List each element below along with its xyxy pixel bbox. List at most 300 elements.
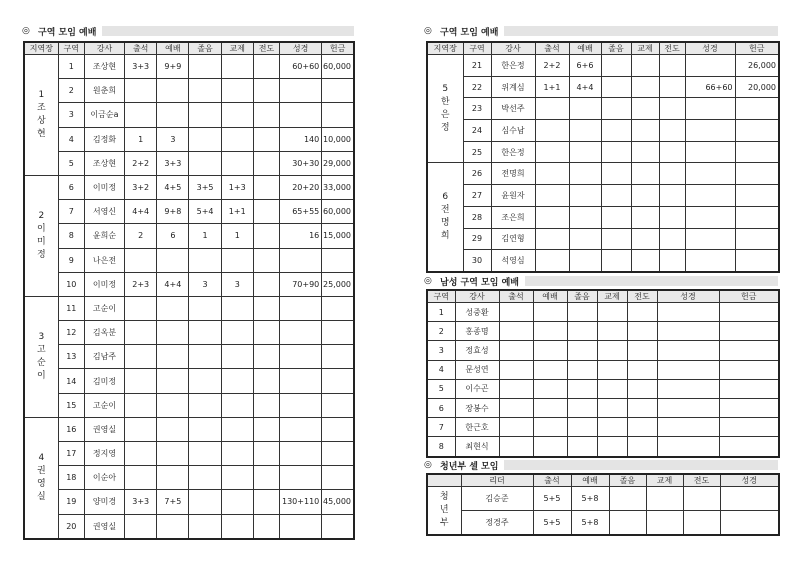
district-number-cell: 15 bbox=[58, 393, 84, 417]
value-cell: 5+8 bbox=[571, 511, 609, 536]
value-cell bbox=[322, 321, 354, 345]
value-cell bbox=[280, 514, 322, 539]
value-cell bbox=[125, 466, 157, 490]
circle-bullet-icon: ◎ bbox=[424, 276, 432, 286]
value-cell bbox=[322, 296, 354, 320]
value-cell bbox=[601, 55, 631, 77]
value-cell: 3 bbox=[189, 272, 221, 296]
leader-name-cell: 정지영 bbox=[84, 442, 124, 466]
value-cell bbox=[322, 369, 354, 393]
district-leader-char: 현 bbox=[37, 128, 46, 139]
value-cell: 10,000 bbox=[322, 127, 354, 151]
value-cell bbox=[189, 248, 221, 272]
leader-name-cell: 김승준 bbox=[461, 487, 533, 511]
value-cell bbox=[253, 248, 279, 272]
value-cell: 3+3 bbox=[125, 490, 157, 514]
column-header: 예배 bbox=[569, 42, 601, 55]
value-cell bbox=[609, 511, 646, 536]
district-leader-cell bbox=[24, 296, 58, 417]
column-header: 구역 bbox=[427, 290, 455, 303]
value-cell bbox=[659, 228, 685, 250]
value-cell bbox=[322, 417, 354, 441]
leader-name-cell: 이미정 bbox=[84, 175, 124, 199]
district-leader-char: 이 bbox=[37, 370, 46, 381]
value-cell bbox=[125, 514, 157, 539]
value-cell: 1 bbox=[189, 224, 221, 248]
column-header: 구역 bbox=[58, 42, 84, 55]
leader-name-cell: 김정화 bbox=[84, 127, 124, 151]
value-cell bbox=[280, 466, 322, 490]
value-cell bbox=[601, 185, 631, 207]
value-cell bbox=[499, 437, 533, 457]
table-row bbox=[24, 417, 354, 441]
value-cell bbox=[157, 442, 189, 466]
district-leader-cell bbox=[427, 163, 463, 272]
value-cell bbox=[719, 437, 779, 457]
value-cell bbox=[157, 417, 189, 441]
district-leader-char: 희 bbox=[440, 231, 450, 242]
value-cell: 45,000 bbox=[322, 490, 354, 514]
value-cell bbox=[631, 206, 659, 228]
value-cell: 4+4 bbox=[157, 272, 189, 296]
column-header: 지역장 bbox=[24, 42, 58, 55]
leader-name-cell: 정경주 bbox=[461, 511, 533, 536]
value-cell: 9+8 bbox=[157, 200, 189, 224]
left-district-table bbox=[23, 41, 355, 540]
value-cell bbox=[322, 442, 354, 466]
value-cell bbox=[189, 321, 221, 345]
value-cell bbox=[157, 248, 189, 272]
value-cell bbox=[499, 303, 533, 322]
district-leader-char: 정 bbox=[37, 249, 46, 260]
value-cell bbox=[659, 55, 685, 77]
table-row bbox=[427, 141, 779, 163]
district-number-cell: 12 bbox=[58, 321, 84, 345]
value-cell bbox=[189, 442, 221, 466]
leader-name-cell: 나은전 bbox=[84, 248, 124, 272]
table-row bbox=[427, 98, 779, 120]
value-cell: 60,000 bbox=[322, 200, 354, 224]
value-cell bbox=[157, 103, 189, 127]
leader-name-cell: 조상현 bbox=[84, 55, 124, 79]
value-cell bbox=[567, 341, 597, 360]
column-header: 헌금 bbox=[719, 290, 779, 303]
table-row bbox=[427, 511, 779, 536]
district-number-cell: 16 bbox=[58, 417, 84, 441]
district-number-cell: 3 bbox=[58, 103, 84, 127]
column-header: 교제 bbox=[646, 474, 683, 487]
value-cell: 6 bbox=[157, 224, 189, 248]
youth-group-char: 년 bbox=[439, 505, 449, 515]
value-cell bbox=[659, 163, 685, 185]
column-header: 출석 bbox=[125, 42, 157, 55]
value-cell bbox=[657, 360, 719, 379]
district-leader-char: 4 bbox=[38, 452, 45, 463]
district-leader-char: 3 bbox=[38, 331, 45, 342]
table-row bbox=[427, 322, 779, 341]
district-number-cell: 11 bbox=[58, 296, 84, 320]
district-number-cell: 14 bbox=[58, 369, 84, 393]
district-leader-char: 이 bbox=[37, 223, 46, 234]
district-number-cell: 6 bbox=[427, 398, 455, 417]
value-cell bbox=[535, 163, 569, 185]
table-row bbox=[24, 127, 354, 151]
value-cell bbox=[659, 141, 685, 163]
value-cell bbox=[280, 345, 322, 369]
value-cell bbox=[735, 141, 779, 163]
value-cell bbox=[567, 303, 597, 322]
value-cell bbox=[601, 98, 631, 120]
value-cell bbox=[535, 206, 569, 228]
column-header: 예배 bbox=[533, 290, 567, 303]
value-cell bbox=[189, 514, 221, 539]
value-cell bbox=[735, 98, 779, 120]
value-cell bbox=[685, 163, 735, 185]
value-cell bbox=[719, 418, 779, 437]
table-row bbox=[24, 514, 354, 539]
value-cell bbox=[627, 398, 657, 417]
value-cell: 26,000 bbox=[735, 55, 779, 77]
youth-cell-table bbox=[426, 473, 780, 536]
value-cell bbox=[685, 228, 735, 250]
table-row bbox=[427, 379, 779, 398]
value-cell bbox=[631, 76, 659, 98]
value-cell bbox=[567, 360, 597, 379]
value-cell bbox=[533, 437, 567, 457]
value-cell bbox=[125, 248, 157, 272]
value-cell bbox=[189, 417, 221, 441]
district-number-cell: 5 bbox=[58, 151, 84, 175]
district-leader-char: 5 bbox=[442, 83, 449, 94]
right-section-heading bbox=[424, 25, 778, 37]
value-cell bbox=[221, 296, 253, 320]
column-header: 출석 bbox=[533, 474, 571, 487]
value-cell bbox=[597, 437, 627, 457]
table-row bbox=[427, 418, 779, 437]
column-header: 강사 bbox=[455, 290, 499, 303]
value-cell bbox=[533, 341, 567, 360]
value-cell bbox=[569, 141, 601, 163]
value-cell bbox=[253, 224, 279, 248]
district-number-cell: 3 bbox=[427, 341, 455, 360]
left-section-title: 구역 모임 예배 bbox=[38, 27, 97, 38]
value-cell bbox=[322, 103, 354, 127]
value-cell bbox=[685, 55, 735, 77]
table-row bbox=[24, 321, 354, 345]
leader-name-cell: 한근호 bbox=[455, 418, 499, 437]
value-cell: 30+30 bbox=[280, 151, 322, 175]
district-number-cell: 28 bbox=[463, 206, 491, 228]
value-cell: 7+5 bbox=[157, 490, 189, 514]
column-header: 졸음 bbox=[601, 42, 631, 55]
value-cell bbox=[253, 345, 279, 369]
leader-name-cell: 김미정 bbox=[84, 369, 124, 393]
value-cell bbox=[157, 466, 189, 490]
district-number-cell: 1 bbox=[58, 55, 84, 79]
value-cell: 1+1 bbox=[221, 200, 253, 224]
value-cell: 4+4 bbox=[125, 200, 157, 224]
left-section-heading bbox=[22, 25, 354, 37]
table-row bbox=[24, 466, 354, 490]
table-row bbox=[427, 55, 779, 77]
value-cell: 25,000 bbox=[322, 272, 354, 296]
leader-name-cell: 이순아 bbox=[84, 466, 124, 490]
leader-name-cell: 권영실 bbox=[84, 514, 124, 539]
value-cell bbox=[627, 322, 657, 341]
district-leader-char: 1 bbox=[38, 89, 45, 100]
district-number-cell: 17 bbox=[58, 442, 84, 466]
value-cell: 60+60 bbox=[280, 55, 322, 79]
youth-section-title: 청년부 셀 모임 bbox=[440, 461, 499, 472]
value-cell bbox=[253, 200, 279, 224]
district-number-cell: 8 bbox=[58, 224, 84, 248]
value-cell bbox=[646, 487, 683, 511]
value-cell bbox=[567, 437, 597, 457]
column-header: 구역 bbox=[463, 42, 491, 55]
value-cell bbox=[221, 79, 253, 103]
leader-name-cell: 윤희순 bbox=[84, 224, 124, 248]
district-leader-char: 권 bbox=[37, 465, 46, 476]
value-cell bbox=[221, 466, 253, 490]
value-cell bbox=[253, 442, 279, 466]
value-cell bbox=[659, 120, 685, 142]
value-cell bbox=[535, 228, 569, 250]
value-cell bbox=[157, 393, 189, 417]
district-number-cell: 6 bbox=[58, 175, 84, 199]
district-leader-char: 조 bbox=[37, 102, 46, 113]
value-cell bbox=[189, 466, 221, 490]
value-cell: 140 bbox=[280, 127, 322, 151]
value-cell bbox=[719, 341, 779, 360]
value-cell bbox=[189, 55, 221, 79]
column-header: 전도 bbox=[253, 42, 279, 55]
value-cell bbox=[221, 514, 253, 539]
value-cell bbox=[253, 79, 279, 103]
value-cell bbox=[597, 360, 627, 379]
value-cell bbox=[280, 442, 322, 466]
table-row bbox=[24, 79, 354, 103]
value-cell bbox=[499, 379, 533, 398]
value-cell: 2+2 bbox=[125, 151, 157, 175]
value-cell bbox=[685, 185, 735, 207]
column-header: 졸음 bbox=[189, 42, 221, 55]
value-cell bbox=[659, 185, 685, 207]
value-cell bbox=[533, 379, 567, 398]
value-cell: 2 bbox=[125, 224, 157, 248]
value-cell bbox=[735, 120, 779, 142]
district-leader-char: 전 bbox=[440, 205, 450, 216]
value-cell bbox=[125, 369, 157, 393]
value-cell bbox=[627, 437, 657, 457]
column-header: 교제 bbox=[597, 290, 627, 303]
district-leader-char: 2 bbox=[38, 210, 45, 221]
leader-name-cell: 성중환 bbox=[455, 303, 499, 322]
value-cell bbox=[189, 345, 221, 369]
column-header: 출석 bbox=[499, 290, 533, 303]
table-row bbox=[427, 228, 779, 250]
value-cell bbox=[597, 322, 627, 341]
value-cell: 3+3 bbox=[125, 55, 157, 79]
leader-name-cell: 이금순a bbox=[84, 103, 124, 127]
column-header: 강사 bbox=[84, 42, 124, 55]
table-row bbox=[427, 250, 779, 272]
column-header: 성경 bbox=[280, 42, 322, 55]
table-row bbox=[427, 398, 779, 417]
value-cell bbox=[627, 303, 657, 322]
column-header: 예배 bbox=[157, 42, 189, 55]
value-cell: 1+1 bbox=[535, 76, 569, 98]
header-row bbox=[24, 42, 354, 55]
value-cell bbox=[125, 442, 157, 466]
value-cell bbox=[685, 120, 735, 142]
district-number-cell: 29 bbox=[463, 228, 491, 250]
value-cell: 3+3 bbox=[157, 151, 189, 175]
header-row bbox=[427, 42, 779, 55]
column-header: 출석 bbox=[535, 42, 569, 55]
value-cell bbox=[685, 250, 735, 272]
men-section-title: 남성 구역 모임 예배 bbox=[440, 277, 519, 288]
value-cell: 1 bbox=[221, 224, 253, 248]
leader-name-cell: 고순이 bbox=[84, 393, 124, 417]
district-number-cell: 2 bbox=[58, 79, 84, 103]
column-header: 예배 bbox=[571, 474, 609, 487]
value-cell bbox=[627, 418, 657, 437]
column-header: 전도 bbox=[627, 290, 657, 303]
value-cell bbox=[189, 369, 221, 393]
value-cell bbox=[627, 360, 657, 379]
value-cell bbox=[189, 127, 221, 151]
value-cell bbox=[535, 120, 569, 142]
table-row bbox=[24, 272, 354, 296]
table-row bbox=[24, 103, 354, 127]
table-row bbox=[427, 341, 779, 360]
value-cell bbox=[631, 185, 659, 207]
value-cell: 1+3 bbox=[221, 175, 253, 199]
value-cell bbox=[657, 341, 719, 360]
value-cell bbox=[601, 250, 631, 272]
value-cell bbox=[322, 79, 354, 103]
youth-group-char: 부 bbox=[439, 518, 449, 528]
table-row bbox=[24, 296, 354, 320]
value-cell bbox=[499, 341, 533, 360]
value-cell bbox=[719, 379, 779, 398]
column-header: 교제 bbox=[631, 42, 659, 55]
value-cell bbox=[280, 296, 322, 320]
district-number-cell: 4 bbox=[427, 360, 455, 379]
value-cell bbox=[221, 248, 253, 272]
value-cell: 5+4 bbox=[189, 200, 221, 224]
column-header: 리더 bbox=[461, 474, 533, 487]
table-row bbox=[427, 206, 779, 228]
header-row bbox=[427, 290, 779, 303]
circle-bullet-icon: ◎ bbox=[424, 26, 432, 36]
value-cell bbox=[125, 393, 157, 417]
district-number-cell: 19 bbox=[58, 490, 84, 514]
value-cell bbox=[533, 360, 567, 379]
value-cell bbox=[280, 393, 322, 417]
value-cell bbox=[627, 341, 657, 360]
youth-group-char: 청 bbox=[439, 492, 449, 502]
value-cell: 3+2 bbox=[125, 175, 157, 199]
value-cell: 2+2 bbox=[535, 55, 569, 77]
value-cell: 16 bbox=[280, 224, 322, 248]
value-cell bbox=[125, 79, 157, 103]
value-cell bbox=[657, 418, 719, 437]
district-number-cell: 23 bbox=[463, 98, 491, 120]
district-number-cell: 4 bbox=[58, 127, 84, 151]
value-cell bbox=[659, 76, 685, 98]
district-number-cell: 5 bbox=[427, 379, 455, 398]
value-cell bbox=[157, 296, 189, 320]
leader-name-cell: 박선주 bbox=[491, 98, 535, 120]
value-cell bbox=[533, 303, 567, 322]
value-cell bbox=[631, 120, 659, 142]
leader-name-cell: 이수곤 bbox=[455, 379, 499, 398]
value-cell bbox=[280, 103, 322, 127]
value-cell bbox=[567, 379, 597, 398]
leader-name-cell: 전명희 bbox=[491, 163, 535, 185]
value-cell bbox=[253, 296, 279, 320]
value-cell bbox=[189, 490, 221, 514]
value-cell bbox=[253, 321, 279, 345]
value-cell bbox=[719, 360, 779, 379]
value-cell bbox=[569, 163, 601, 185]
value-cell bbox=[499, 418, 533, 437]
table-row bbox=[24, 200, 354, 224]
table-row bbox=[24, 393, 354, 417]
value-cell bbox=[322, 514, 354, 539]
value-cell bbox=[631, 228, 659, 250]
value-cell bbox=[601, 120, 631, 142]
district-leader-cell bbox=[24, 55, 58, 176]
district-number-cell: 10 bbox=[58, 272, 84, 296]
value-cell bbox=[659, 206, 685, 228]
value-cell bbox=[157, 321, 189, 345]
value-cell bbox=[157, 369, 189, 393]
column-header: 강사 bbox=[491, 42, 535, 55]
value-cell bbox=[499, 398, 533, 417]
column-header: 졸음 bbox=[609, 474, 646, 487]
district-leader-char: 명 bbox=[440, 218, 450, 229]
leader-name-cell: 서영신 bbox=[84, 200, 124, 224]
district-number-cell: 8 bbox=[427, 437, 455, 457]
district-number-cell: 1 bbox=[427, 303, 455, 322]
value-cell bbox=[735, 206, 779, 228]
value-cell bbox=[322, 248, 354, 272]
district-number-cell: 22 bbox=[463, 76, 491, 98]
value-cell bbox=[280, 369, 322, 393]
value-cell bbox=[253, 175, 279, 199]
table-row bbox=[24, 224, 354, 248]
value-cell bbox=[221, 321, 253, 345]
value-cell bbox=[719, 322, 779, 341]
value-cell bbox=[499, 360, 533, 379]
value-cell bbox=[221, 127, 253, 151]
value-cell bbox=[567, 418, 597, 437]
column-header: 전도 bbox=[683, 474, 720, 487]
value-cell bbox=[597, 303, 627, 322]
leader-name-cell: 석영심 bbox=[491, 250, 535, 272]
value-cell bbox=[597, 379, 627, 398]
value-cell bbox=[601, 163, 631, 185]
value-cell bbox=[253, 417, 279, 441]
value-cell: 65+55 bbox=[280, 200, 322, 224]
value-cell bbox=[533, 322, 567, 341]
district-leader-char: 상 bbox=[37, 115, 46, 126]
value-cell bbox=[597, 341, 627, 360]
leader-name-cell: 한은정 bbox=[491, 55, 535, 77]
value-cell bbox=[601, 206, 631, 228]
